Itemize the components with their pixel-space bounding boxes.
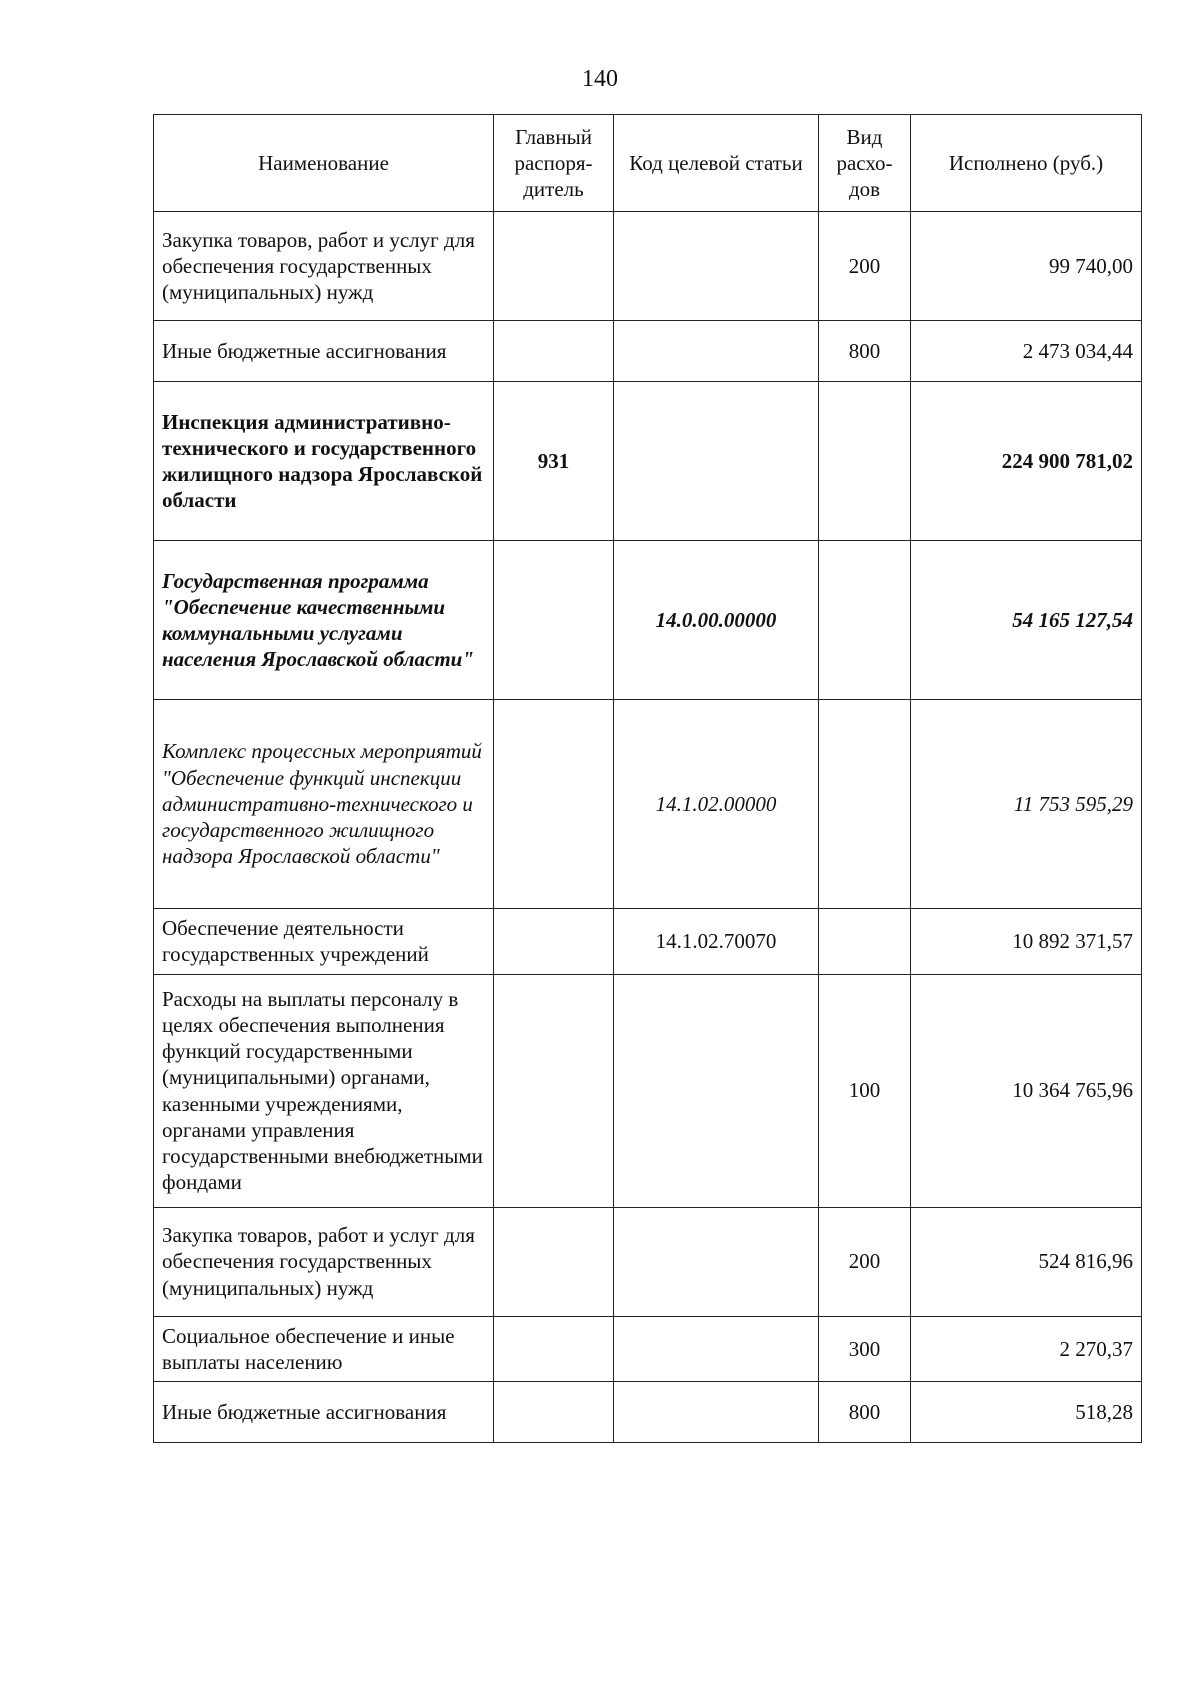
page-number: 140 <box>582 66 618 92</box>
row-code-cell <box>614 382 819 541</box>
row-name-cell: Иные бюджетные ассигнования <box>154 321 494 382</box>
row-type-cell: 800 <box>819 321 911 382</box>
table-row <box>154 212 1142 321</box>
row-name-cell: Инспекция административно-технического и государственного жилищного надзора Ярославской области <box>154 382 494 541</box>
row-code-cell: 14.1.02.00000 <box>614 700 819 909</box>
row-amount-cell: 11 753 595,29 <box>911 700 1142 909</box>
row-amount-cell: 54 165 127,54 <box>911 541 1142 700</box>
row-type-cell <box>819 541 911 700</box>
header-executed: Исполнено (руб.) <box>911 115 1142 212</box>
table-row <box>154 382 1142 541</box>
row-type-cell: 200 <box>819 212 911 321</box>
row-manager-cell: 931 <box>494 382 614 541</box>
row-name-cell: Государственная программа "Обеспечение качественными коммунальными услугами населения Ярославской области" <box>154 541 494 700</box>
row-type-cell: 300 <box>819 1316 911 1382</box>
row-amount-cell: 99 740,00 <box>911 212 1142 321</box>
header-name: Наименование <box>154 115 494 212</box>
row-amount-cell: 224 900 781,02 <box>911 382 1142 541</box>
row-amount-cell: 10 364 765,96 <box>911 974 1142 1207</box>
row-manager-cell <box>494 974 614 1207</box>
table-header-row <box>154 115 1142 212</box>
row-manager-cell <box>494 321 614 382</box>
table-row <box>154 700 1142 909</box>
row-amount-cell: 2 473 034,44 <box>911 321 1142 382</box>
row-amount-cell: 524 816,96 <box>911 1207 1142 1316</box>
row-name-cell: Обеспечение деятельности государственных учреждений <box>154 909 494 975</box>
row-code-cell: 14.1.02.70070 <box>614 909 819 975</box>
table-row <box>154 1207 1142 1316</box>
budget-table <box>153 114 1142 1443</box>
header-main-manager: Главный распоря-дитель <box>494 115 614 212</box>
table-body <box>154 212 1142 1443</box>
row-manager-cell <box>494 1207 614 1316</box>
row-type-cell <box>819 700 911 909</box>
row-type-cell: 800 <box>819 1382 911 1443</box>
row-type-cell: 200 <box>819 1207 911 1316</box>
row-manager-cell <box>494 1316 614 1382</box>
row-amount-cell: 2 270,37 <box>911 1316 1142 1382</box>
row-name-cell: Социальное обеспечение и иные выплаты населению <box>154 1316 494 1382</box>
row-manager-cell <box>494 541 614 700</box>
row-amount-cell: 518,28 <box>911 1382 1142 1443</box>
table-row <box>154 909 1142 975</box>
row-code-cell <box>614 1316 819 1382</box>
row-name-cell: Иные бюджетные ассигнования <box>154 1382 494 1443</box>
table-row <box>154 974 1142 1207</box>
row-name-cell: Комплекс процессных мероприятий "Обеспечение функций инспекции административно-технического и государственного жилищного надзора Ярославской области" <box>154 700 494 909</box>
row-code-cell <box>614 212 819 321</box>
row-name-cell: Закупка товаров, работ и услуг для обеспечения государственных (муниципальных) нужд <box>154 212 494 321</box>
row-name-cell: Закупка товаров, работ и услуг для обеспечения государственных (муниципальных) нужд <box>154 1207 494 1316</box>
row-type-cell <box>819 909 911 975</box>
row-code-cell <box>614 321 819 382</box>
row-manager-cell <box>494 700 614 909</box>
row-manager-cell <box>494 1382 614 1443</box>
row-type-cell <box>819 382 911 541</box>
row-code-cell <box>614 1382 819 1443</box>
row-manager-cell <box>494 212 614 321</box>
row-name-cell: Расходы на выплаты персоналу в целях обеспечения выполнения функций государственными (муниципальными) органами, казенными учреждениями, органами управления государственными внебюджетными фондами <box>154 974 494 1207</box>
header-expense-type: Вид расхо-дов <box>819 115 911 212</box>
row-code-cell: 14.0.00.00000 <box>614 541 819 700</box>
row-amount-cell: 10 892 371,57 <box>911 909 1142 975</box>
row-code-cell <box>614 974 819 1207</box>
row-manager-cell <box>494 909 614 975</box>
row-type-cell: 100 <box>819 974 911 1207</box>
table-row <box>154 1316 1142 1382</box>
table-row <box>154 1382 1142 1443</box>
table-row <box>154 321 1142 382</box>
table-row <box>154 541 1142 700</box>
header-target-code: Код целевой статьи <box>614 115 819 212</box>
row-code-cell <box>614 1207 819 1316</box>
